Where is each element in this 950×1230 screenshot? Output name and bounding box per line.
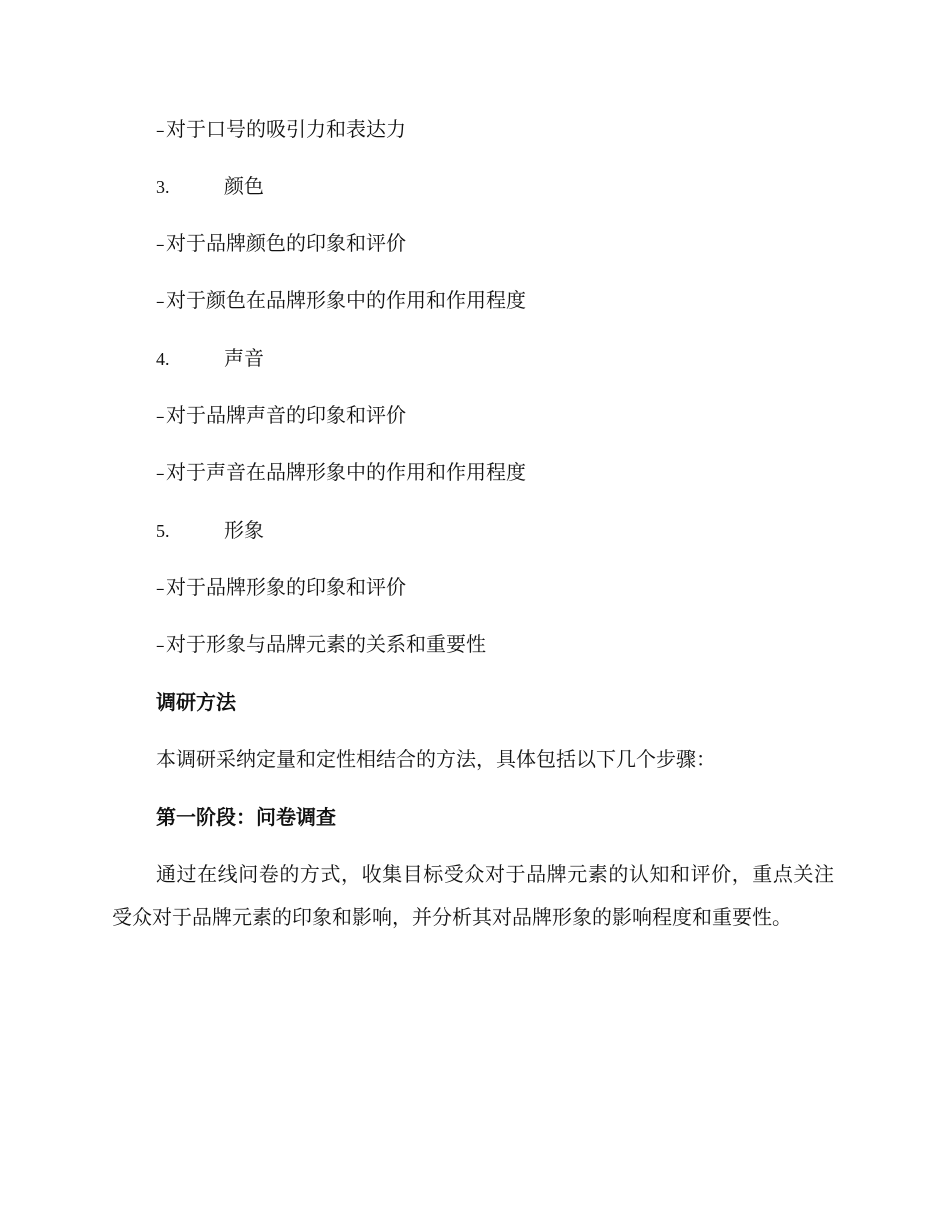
list-item-numbered	[156, 172, 264, 201]
list-number: 3.	[156, 177, 170, 197]
list-item-text: 对于品牌颜色的印象和评价	[166, 231, 406, 255]
list-item-bullet	[156, 286, 526, 316]
stage-heading: 第一阶段：问卷调查	[156, 805, 336, 829]
list-item-bullet	[156, 458, 526, 488]
list-item-text: 对于形象与品牌元素的关系和重要性	[166, 632, 486, 656]
dash-marker: –	[156, 292, 165, 312]
list-item-text: 对于品牌形象的印象和评价	[166, 575, 406, 599]
list-number: 5.	[156, 521, 170, 541]
list-item-text: 对于声音在品牌形象中的作用和作用程度	[166, 460, 526, 484]
list-item-text: 对于颜色在品牌形象中的作用和作用程度	[166, 288, 526, 312]
dash-marker: –	[156, 235, 165, 255]
list-number: 4.	[156, 349, 170, 369]
dash-marker: –	[156, 464, 165, 484]
intro-paragraph: 本调研采纳定量和定性相结合的方法，具体包括以下几个步骤：	[156, 747, 716, 771]
list-item-bullet	[156, 229, 406, 259]
list-item-text: 对于口号的吸引力和表达力	[166, 117, 406, 141]
list-item-text: 颜色	[224, 174, 264, 198]
list-item-bullet	[156, 573, 406, 603]
list-item-bullet	[156, 401, 406, 431]
list-item-text: 声音	[224, 346, 264, 370]
list-item-bullet	[156, 630, 486, 660]
stage-paragraph: 通过在线问卷的方式，收集目标受众对于品牌元素的认知和评价，重点关注受众对于品牌元素的印象和影响，并分析其对品牌形象的影响程度和重要性。	[112, 862, 834, 929]
list-item-text: 形象	[224, 518, 264, 542]
list-item-text: 对于品牌声音的印象和评价	[166, 403, 406, 427]
list-item-bullet	[156, 115, 406, 145]
dash-marker: –	[156, 121, 165, 141]
list-item-numbered	[156, 516, 264, 545]
dash-marker: –	[156, 407, 165, 427]
section-heading: 调研方法	[156, 690, 236, 714]
list-item-numbered	[156, 344, 264, 373]
dash-marker: –	[156, 636, 165, 656]
dash-marker: –	[156, 579, 165, 599]
